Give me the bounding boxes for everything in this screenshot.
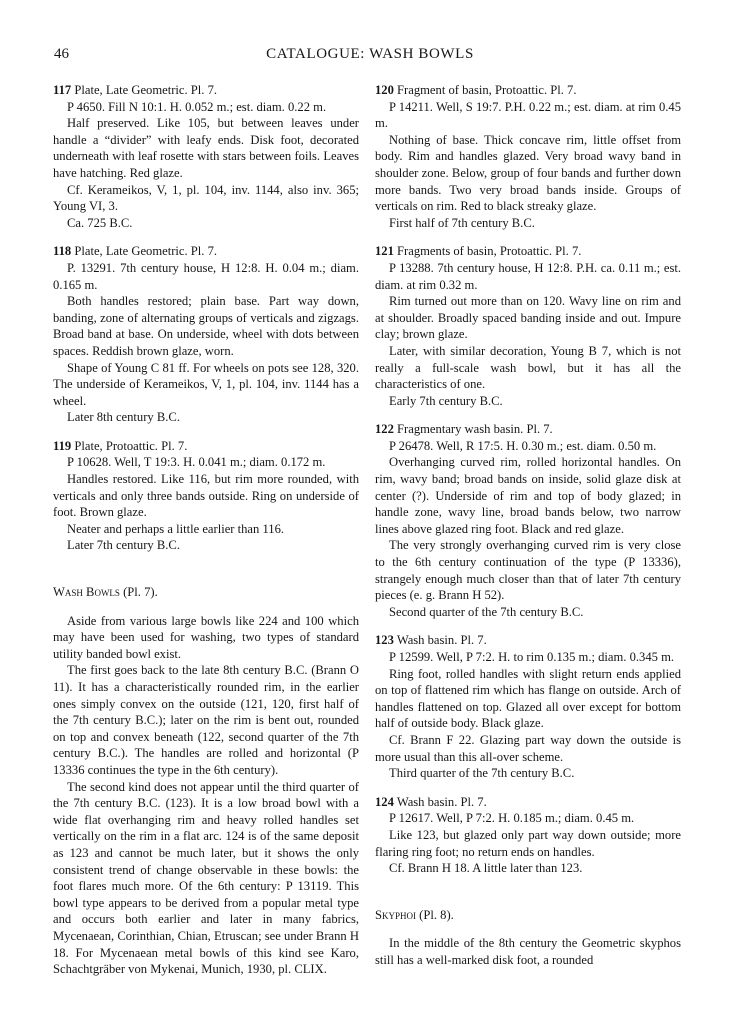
entry-line: P. 13291. 7th century house, H 12:8. H. 0.04 m.; diam. 0.165 m. bbox=[53, 260, 359, 292]
entry-line: P 4650. Fill N 10:1. H. 0.052 m.; est. diam. 0.22 m. bbox=[67, 99, 327, 114]
running-title: CATALOGUE: WASH BOWLS bbox=[266, 46, 474, 62]
entry-heading bbox=[53, 438, 359, 455]
page-number: 46 bbox=[54, 46, 69, 62]
body-paragraph: Aside from various large bowls like 224 and 100 which may have been used for washing, two types of standard utility banded bowl exist. bbox=[53, 613, 359, 661]
entry-line: Later, with similar decoration, Young B 7, which is not really a full-scale wash bowl, but it has all the characteristics of one. bbox=[375, 343, 681, 392]
entry-heading bbox=[375, 794, 681, 811]
entry-heading bbox=[375, 243, 681, 260]
catalogue-entry-124 bbox=[375, 794, 681, 877]
body-paragraph: In the middle of the 8th century the Geometric skyphos still has a well-marked disk foot, a rounded bbox=[375, 936, 681, 967]
catalogue-entry-119 bbox=[53, 438, 359, 554]
section-title: Skyphoi bbox=[375, 907, 417, 922]
entry-heading bbox=[53, 243, 359, 260]
section-heading-skyphoi bbox=[375, 907, 681, 924]
entry-line: Cf. Brann H 18. A little later than 123. bbox=[389, 861, 583, 876]
catalogue-entry-122 bbox=[375, 421, 681, 620]
entry-line: The very strongly overhanging curved rim is very close to the 6th century continuation of the type (P 13336), strangely enough much closer than that of later 7th century pieces (e. g. Brann H 52). bbox=[375, 538, 681, 603]
entry-line: Handles restored. Like 116, but rim more rounded, with verticals and only three bands outside. Ring on underside of foot. Brown glaze. bbox=[53, 472, 359, 520]
entry-line: P 10628. Well, T 19:3. H. 0.041 m.; diam. 0.172 m. bbox=[67, 455, 326, 470]
body-paragraph: The first goes back to the late 8th century B.C. (Brann O 11). It has a characteristically rounded rim, in the earlier ones simply convex on the outside (121, 120, first half of the 7th century B.C.); later on the rim is bent out, rounded on top and convex beneath (122, second quarter of the 7th century B.C.). The handles are rolled and horizontal (P 13336 continues the type in the 6th century). bbox=[53, 663, 359, 777]
right-column bbox=[375, 82, 681, 969]
entry-line: Overhanging curved rim, rolled horizontal handles. On rim, wavy band; broad bands on inside, solid glaze disk at center (?). Underside of rim and top of body glazed; in handle zone, wavy line, broad bands below, two narrow lines above glazed ring foot. Black and red glaze. bbox=[375, 455, 681, 536]
entry-line: Both handles restored; plain base. Part way down, banding, zone of alternating groups of verticals and zigzags. Broad band at base. On underside, wheel with dots between spaces. Reddish brown glaze, worn. bbox=[53, 294, 359, 358]
entry-title: Fragments of basin, Protoattic. Pl. 7. bbox=[397, 244, 582, 259]
catalogue-entry-123 bbox=[375, 632, 681, 781]
entry-line: Ring foot, rolled handles with slight return ends applied on top of flattened rim which has flange on outside. Arch of handles flattened on top. Glazed all over except for bottom half of outside body. Black glaze. bbox=[375, 666, 681, 731]
entry-line: P 12599. Well, P 7:2. H. to rim 0.135 m.; diam. 0.345 m. bbox=[389, 650, 675, 664]
entry-heading bbox=[375, 421, 681, 438]
entry-title: Plate, Late Geometric. Pl. 7. bbox=[74, 83, 218, 97]
left-column bbox=[53, 82, 359, 978]
body-paragraph: The second kind does not appear until the third quarter of the 7th century B.C. (123). It is a low broad bowl with a wide flat overhanging rim and heavy rolled handles set vertically on the rim in a flat arc. 124 is of the same deposit as 123 and cannot be much later, but it shows the only consistent trend of change observable in these bowls: the foot flares much more. Of the 6th century: P 13119. This bowl type appears to be derived from a popular metal type and occurs both earlier and later in many fabrics, Mycenaean, Corinthian, Chian, Etruscan; see under Brann H 18. For Mycenaean metal bowls of this kind see Karo, Schachtgräber von Mykenai, Munich, 1930, pl. CLIX. bbox=[53, 779, 359, 977]
entry-line: Nothing of base. Thick concave rim, little offset from body. Rim and handles glazed. Very broad wavy band in shoulder zone. Below, group of four bands and further down more bands. Two very broad bands inside. Groups of verticals on rim. Red to black streaky glaze. bbox=[375, 132, 681, 214]
entry-line: P 12617. Well, P 7:2. H. 0.185 m.; diam. 0.45 m. bbox=[389, 811, 635, 826]
section-heading-wash-bowls bbox=[53, 584, 359, 601]
entry-heading bbox=[375, 632, 681, 649]
entry-number: 121 bbox=[375, 244, 394, 259]
entry-title: Wash basin. Pl. 7. bbox=[396, 794, 487, 809]
entry-title: Wash basin. Pl. 7. bbox=[396, 633, 487, 648]
section-plate-ref: (Pl. 7). bbox=[123, 585, 158, 600]
section-title: Wash Bowls bbox=[53, 585, 120, 600]
entry-title: Plate, Protoattic. Pl. 7. bbox=[74, 438, 188, 453]
entry-line: Later 7th century B.C. bbox=[67, 538, 180, 553]
entry-line: Third quarter of the 7th century B.C. bbox=[389, 766, 575, 781]
entry-line: Half preserved. Like 105, but between leaves under handle a “divider” with leafy ends. Disk foot, decorated underneath with leaf rosette with stars between foils. Leaves have hatching. Red glaze. bbox=[53, 116, 359, 180]
entry-line: Rim turned out more than on 120. Wavy line on rim and at shoulder. Broadly spaced banding inside and out. Impure clay; brown glaze. bbox=[375, 294, 681, 342]
entry-line: Like 123, but glazed only part way down outside; more flaring ring foot; no return ends on handles. bbox=[375, 827, 681, 859]
catalogue-entry-120 bbox=[375, 82, 681, 231]
entry-line: P 14211. Well, S 19:7. P.H. 0.22 m.; est. diam. at rim 0.45 m. bbox=[375, 99, 681, 131]
entry-line: First half of 7th century B.C. bbox=[389, 215, 535, 230]
catalogue-entry-117 bbox=[53, 82, 359, 231]
entry-heading bbox=[375, 82, 681, 99]
entry-title: Fragmentary wash basin. Pl. 7. bbox=[397, 422, 553, 437]
entry-line: Early 7th century B.C. bbox=[389, 393, 503, 408]
entry-line: P 13288. 7th century house, H 12:8. P.H. ca. 0.11 m.; est. diam. at rim 0.32 m. bbox=[375, 260, 681, 292]
entry-number: 122 bbox=[375, 422, 394, 437]
entry-title: Plate, Late Geometric. Pl. 7. bbox=[74, 244, 218, 259]
entry-number: 124 bbox=[375, 794, 394, 809]
entry-line: Cf. Kerameikos, V, 1, pl. 104, inv. 1144, also inv. 365; Young VI, 3. bbox=[53, 182, 359, 214]
section-plate-ref: (Pl. 8). bbox=[419, 907, 454, 922]
entry-line: Shape of Young C 81 ff. For wheels on pots see 128, 320. The underside of Kerameikos, V, 1, pl. 104, inv. 1144 has a wheel. bbox=[53, 360, 359, 408]
entry-heading bbox=[53, 82, 359, 99]
entry-number: 120 bbox=[375, 83, 394, 97]
entry-line: Ca. 725 B.C. bbox=[67, 215, 133, 230]
entry-line: Cf. Brann F 22. Glazing part way down the outside is more usual than this all-over scheme. bbox=[375, 732, 681, 764]
entry-line: Neater and perhaps a little earlier than 116. bbox=[67, 521, 285, 536]
entry-line: Later 8th century B.C. bbox=[67, 410, 180, 425]
entry-line: Second quarter of the 7th century B.C. bbox=[389, 604, 584, 619]
page-header bbox=[52, 42, 688, 66]
entry-line: P 26478. Well, R 17:5. H. 0.30 m.; est. diam. 0.50 m. bbox=[389, 438, 657, 453]
entry-title: Fragment of basin, Protoattic. Pl. 7. bbox=[397, 83, 577, 97]
catalogue-entry-121 bbox=[375, 243, 681, 409]
entry-number: 119 bbox=[53, 438, 72, 453]
entry-number: 123 bbox=[375, 633, 394, 648]
entry-number: 118 bbox=[53, 244, 72, 259]
entry-number: 117 bbox=[53, 83, 72, 97]
catalogue-entry-118 bbox=[53, 243, 359, 426]
